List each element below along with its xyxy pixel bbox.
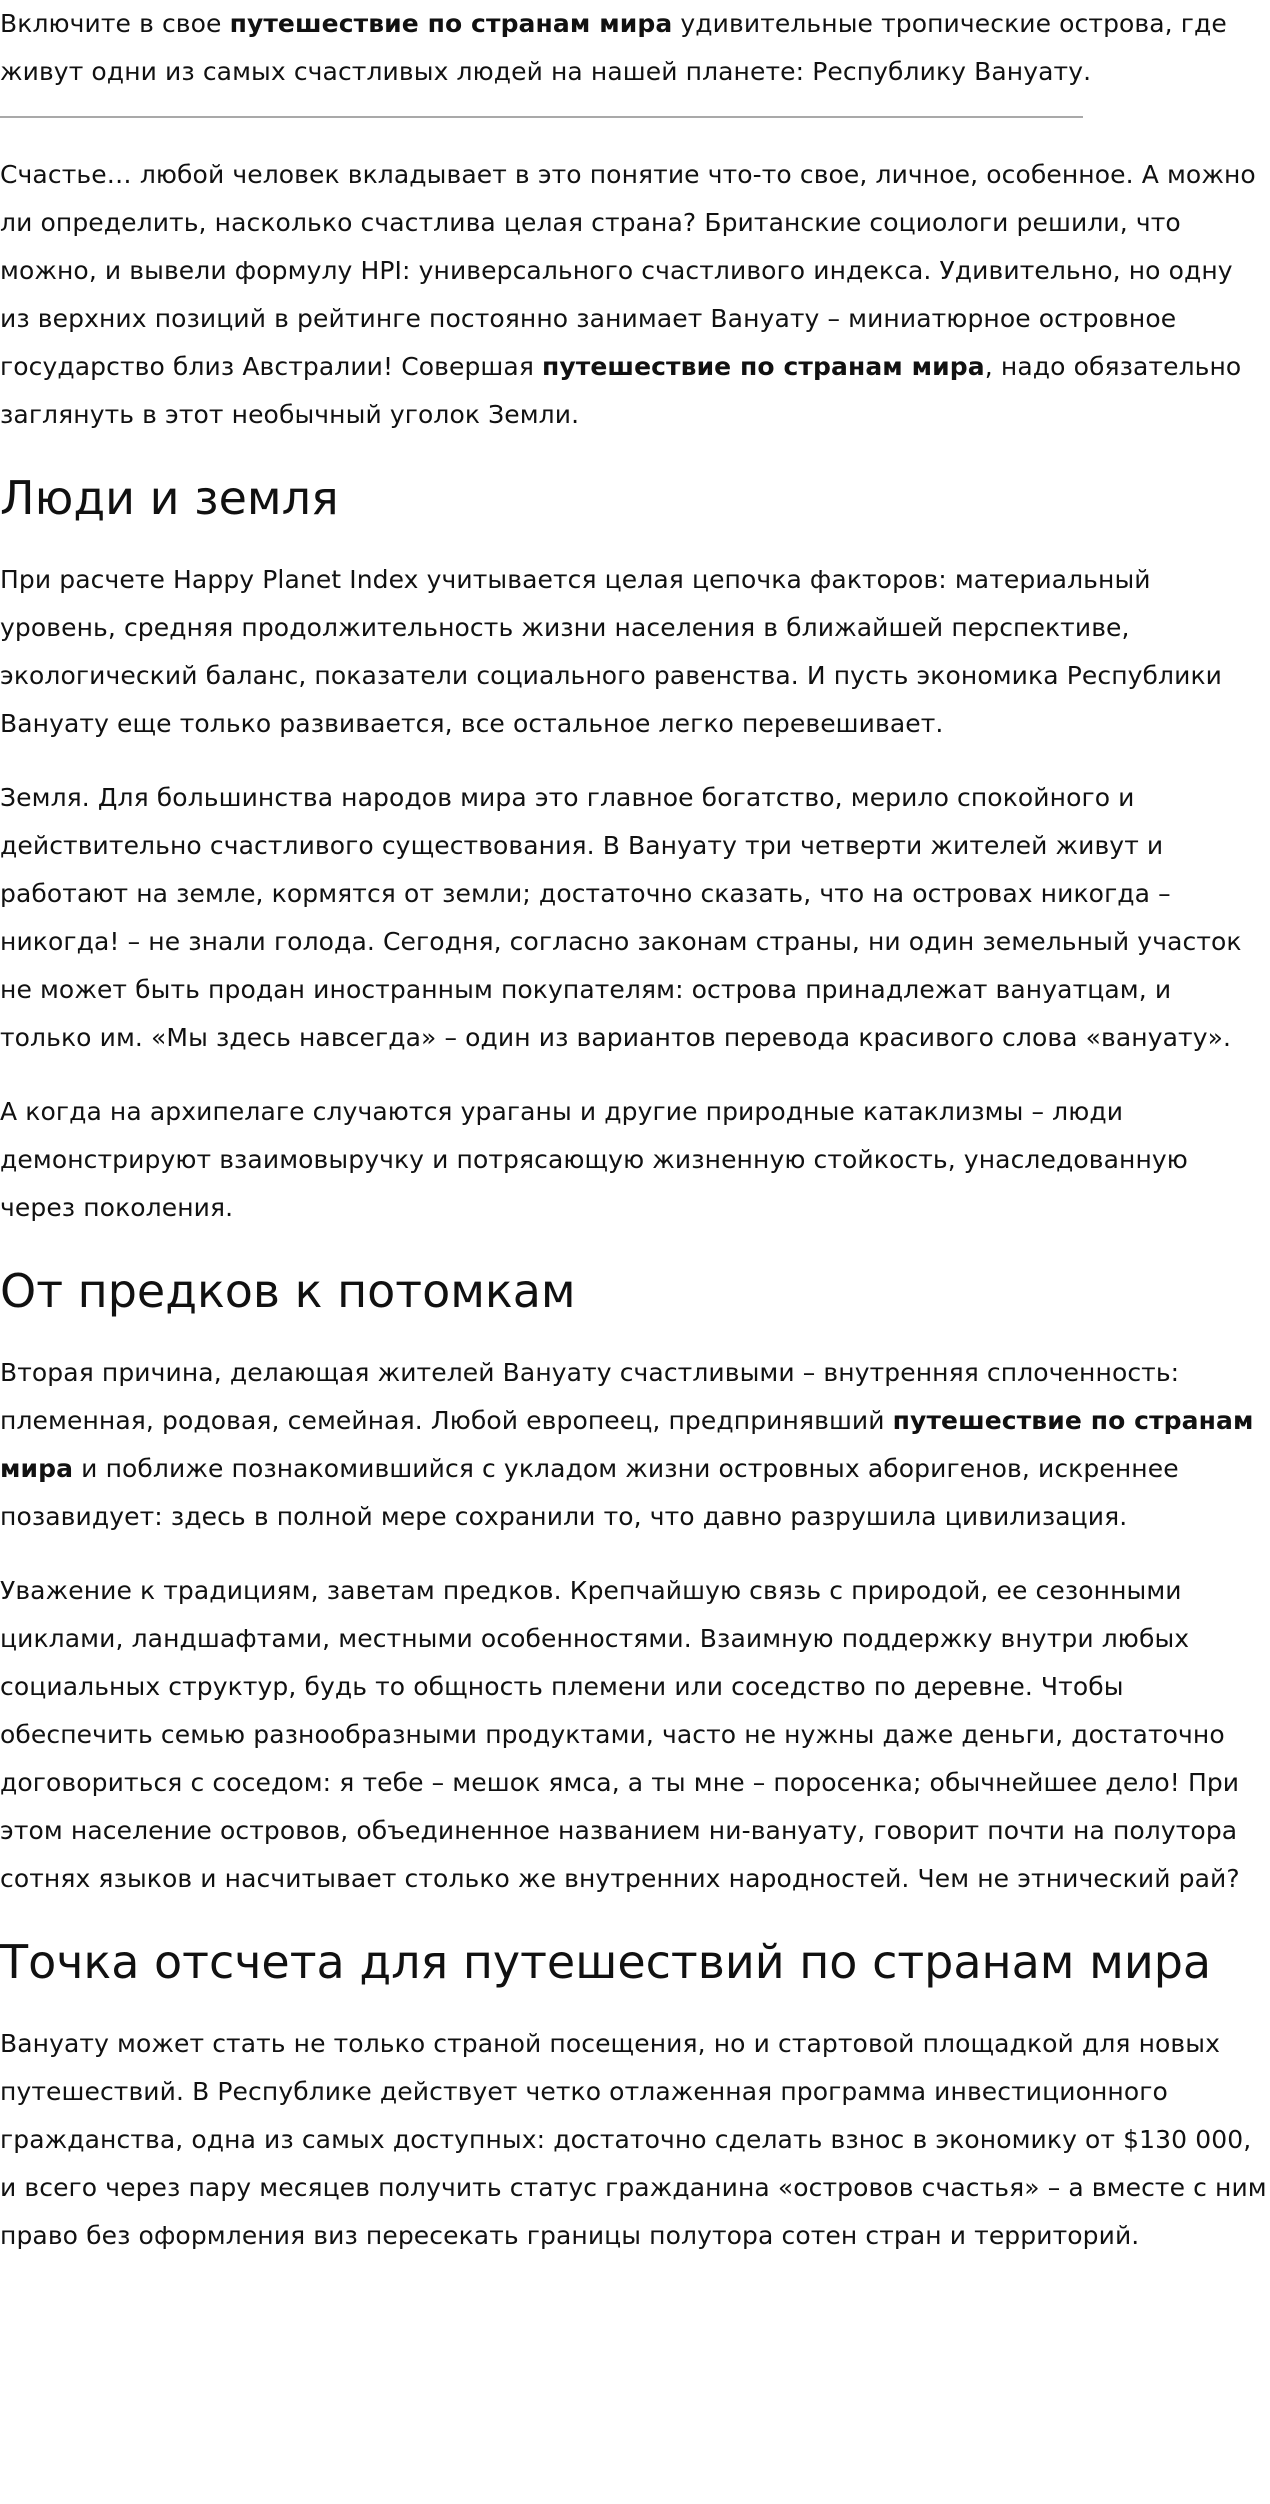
heading-starting-point: Точка отсчета для путешествий по странам мира [0,1935,1212,1989]
heading-people-and-land: Люди и земля [0,471,339,525]
paragraph-disasters: А когда на архипелаге случаются ураганы и другие природные катаклизмы – люди демонстрируют взаимовыручку и потрясающую жизненную стойкость, унаследованную через поколения. [0,1097,1188,1222]
p1-bold-phrase: путешествие по странам мира [542,352,985,381]
p1-text-1: Счастье… любой человек вкладывает в это понятие что-то свое, личное, особенное. А можно ли определить, насколько счастлива целая страна? Британские социологи решили, что можно, и вывели формулу HPI: универсального счастливого индекса. Удивительно, но одну из верхних позиций в рейтинге постоянно занимает Вануату – миниатюрное островное государство близ Австралии! Совершая [0,160,1256,381]
paragraph-happiness [0,151,1270,439]
p1-text-2: , надо обязательно заглянуть в этот необычный уголок Земли. [0,352,1242,429]
paragraph-land: Земля. Для большинства народов мира это главное богатство, мерило спокойного и действительно счастливого существования. В Вануату три четверти жителей живут и работают на земле, кормятся от земли; достаточно сказать, что на островах никогда – никогда! – не знали голода. Сегодня, согласно законам страны, ни один земельный участок не может быть продан иностранным покупателям: острова принадлежат вануатцам, и только им. «Мы здесь навсегда» – один из вариантов перевода красивого слова «вануату». [0,783,1242,1052]
paragraph-cohesion [0,1349,1270,1541]
p5-text-1: Вторая причина, делающая жителей Вануату счастливыми – внутренняя сплоченность: племенная, родовая, семейная. Любой европеец, предпринявший [0,1358,1180,1435]
intro-text-2: удивительные тропические острова, где живут одни из самых счастливых людей на нашей планете: Республику Вануату. [0,9,1227,86]
intro-bold-phrase: путешествие по странам мира [229,9,673,38]
paragraph-citizenship: Вануату может стать не только страной посещения, но и стартовой площадкой для новых путешествий. В Республике действует четко отлаженная программа инвестиционного гражданства, одна из самых доступных: достаточно сделать взнос в экономику от $130 000, и всего через пару месяцев получить статус гражданина «островов счастья» – а вместе с ним право без оформления виз пересекать границы полутора сотен стран и территорий. [0,2029,1267,2250]
paragraph-hpi-factors: При расчете Happy Planet Index учитывается целая цепочка факторов: материальный уровень, средняя продолжительность жизни населения в ближайшей перспективе, экологический баланс, показатели социального равенства. И пусть экономика Республики Вануату еще только развивается, все остальное легко перевешивает. [0,565,1223,738]
intro-text-1: Включите в свое [0,9,230,38]
p5-bold-phrase: путешествие по странам мира [0,1406,1254,1483]
intro-paragraph [0,0,1270,96]
heading-ancestors: От предков к потомкам [0,1264,576,1318]
paragraph-traditions: Уважение к традициям, заветам предков. Крепчайшую связь с природой, ее сезонными циклами, ландшафтами, местными особенностями. Взаимную поддержку внутри любых социальных структур, будь то общность племени или соседство по деревне. Чтобы обеспечить семью разнообразными продуктами, часто не нужны даже деньги, достаточно договориться с соседом: я тебе – мешок ямса, а ты мне – поросенка; обычнейшее дело! При этом население островов, объединенное названием ни-вануату, говорит почти на полутора сотнях языков и насчитывает столько же внутренних народностей. Чем не этнический рай? [0,1576,1240,1893]
horizontal-divider [0,116,1083,118]
p5-text-2: и поближе познакомившийся с укладом жизни островных аборигенов, искреннее позавидует: здесь в полной мере сохранили то, что давно разрушила цивилизация. [0,1454,1179,1531]
